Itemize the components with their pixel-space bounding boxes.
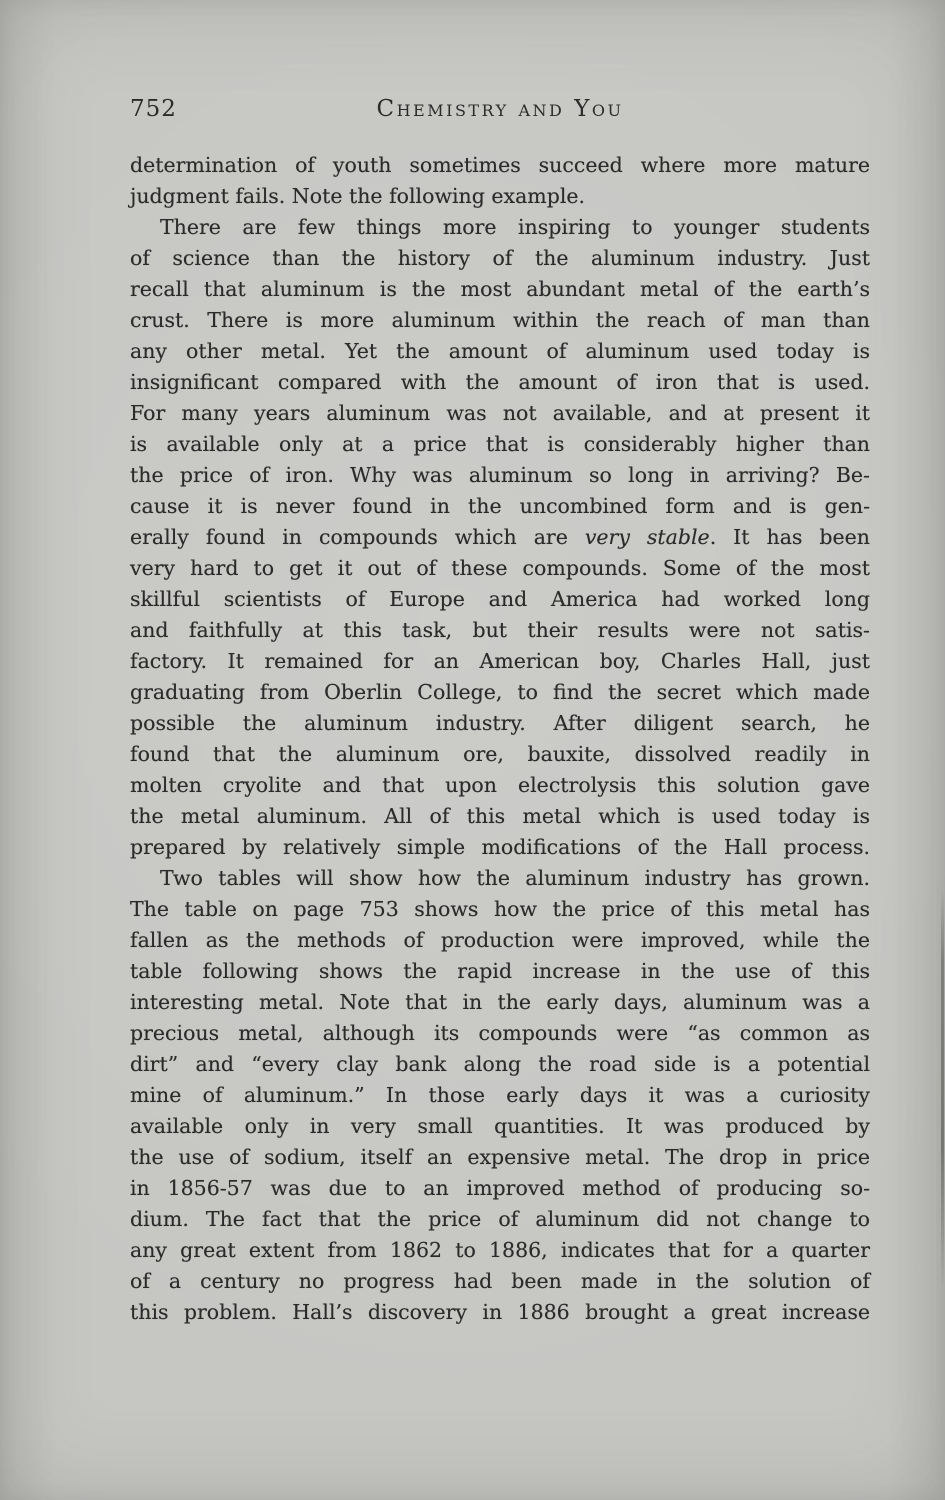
text-line: this problem. Hall’s discovery in 1886 brought a great increase [130, 1300, 870, 1324]
text-line: For many years aluminum was not available, and at present it [130, 401, 870, 425]
text-line: very hard to get it out of these compounds. Some of the most [130, 556, 870, 580]
text-line: judgment fails. Note the following example. [130, 184, 586, 208]
text-line: The table on page 753 shows how the price of this metal has [130, 897, 870, 921]
text-line: crust. There is more aluminum within the reach of man than [130, 308, 870, 332]
text-line: There are few things more inspiring to younger students [160, 215, 870, 239]
text-line: available only in very small quantities. It was produced by [130, 1114, 870, 1138]
text-line: skillful scientists of Europe and America had worked long [130, 587, 870, 611]
text-line: determination of youth sometimes succeed where more mature [130, 153, 870, 177]
text-line: graduating from Oberlin College, to find the secret which made [130, 680, 870, 704]
text-line: possible the aluminum industry. After diligent search, he [130, 711, 870, 735]
page-number: 752 [130, 96, 177, 122]
text-line: insignificant compared with the amount of iron that is used. [130, 370, 870, 394]
text-line: found that the aluminum ore, bauxite, dissolved readily in [130, 742, 870, 766]
text-line: Two tables will show how the aluminum industry has grown. [160, 866, 870, 890]
text-line: table following shows the rapid increase in the use of this [130, 959, 870, 983]
text-line: the use of sodium, itself an expensive metal. The drop in price [130, 1145, 870, 1169]
text-line: dirt” and “every clay bank along the road side is a potential [130, 1052, 870, 1076]
text-line: factory. It remained for an American boy, Charles Hall, just [130, 649, 870, 673]
text-block [130, 150, 870, 1328]
text-line: cause it is never found in the uncombined form and is gen- [130, 494, 870, 518]
text-line: interesting metal. Note that in the early days, aluminum was a [130, 990, 870, 1014]
page-header [130, 96, 870, 128]
text-line: prepared by relatively simple modifications of the Hall process. [130, 835, 870, 859]
text-line: the metal aluminum. All of this metal which is used today is [130, 804, 870, 828]
text-line: any other metal. Yet the amount of aluminum used today is [130, 339, 870, 363]
text-line: the price of iron. Why was aluminum so long in arriving? Be- [130, 463, 870, 487]
text-line: precious metal, although its compounds were “as common as [130, 1021, 870, 1045]
text-line: and faithfully at this task, but their results were not satis- [130, 618, 870, 642]
running-title: Chemistry and You [376, 96, 624, 122]
text-line: fallen as the methods of production were improved, while the [130, 928, 870, 952]
text-line: recall that aluminum is the most abundant metal of the earth’s [130, 277, 870, 301]
text-line: in 1856-57 was due to an improved method of producing so- [130, 1176, 870, 1200]
text-line: any great extent from 1862 to 1886, indicates that for a quarter [130, 1238, 870, 1262]
text-line: mine of aluminum.” In those early days it was a curiosity [130, 1083, 870, 1107]
text-line: dium. The fact that the price of aluminum did not change to [130, 1207, 870, 1231]
page-edge-shadow [941, 890, 944, 1290]
text-line: of a century no progress had been made in the solution of [130, 1269, 870, 1293]
text-line: erally found in compounds which are very stable. It has been [130, 525, 870, 549]
text-line: of science than the history of the aluminum industry. Just [130, 246, 870, 270]
text-line: molten cryolite and that upon electrolysis this solution gave [130, 773, 870, 797]
text-line: is available only at a price that is considerably higher than [130, 432, 870, 456]
